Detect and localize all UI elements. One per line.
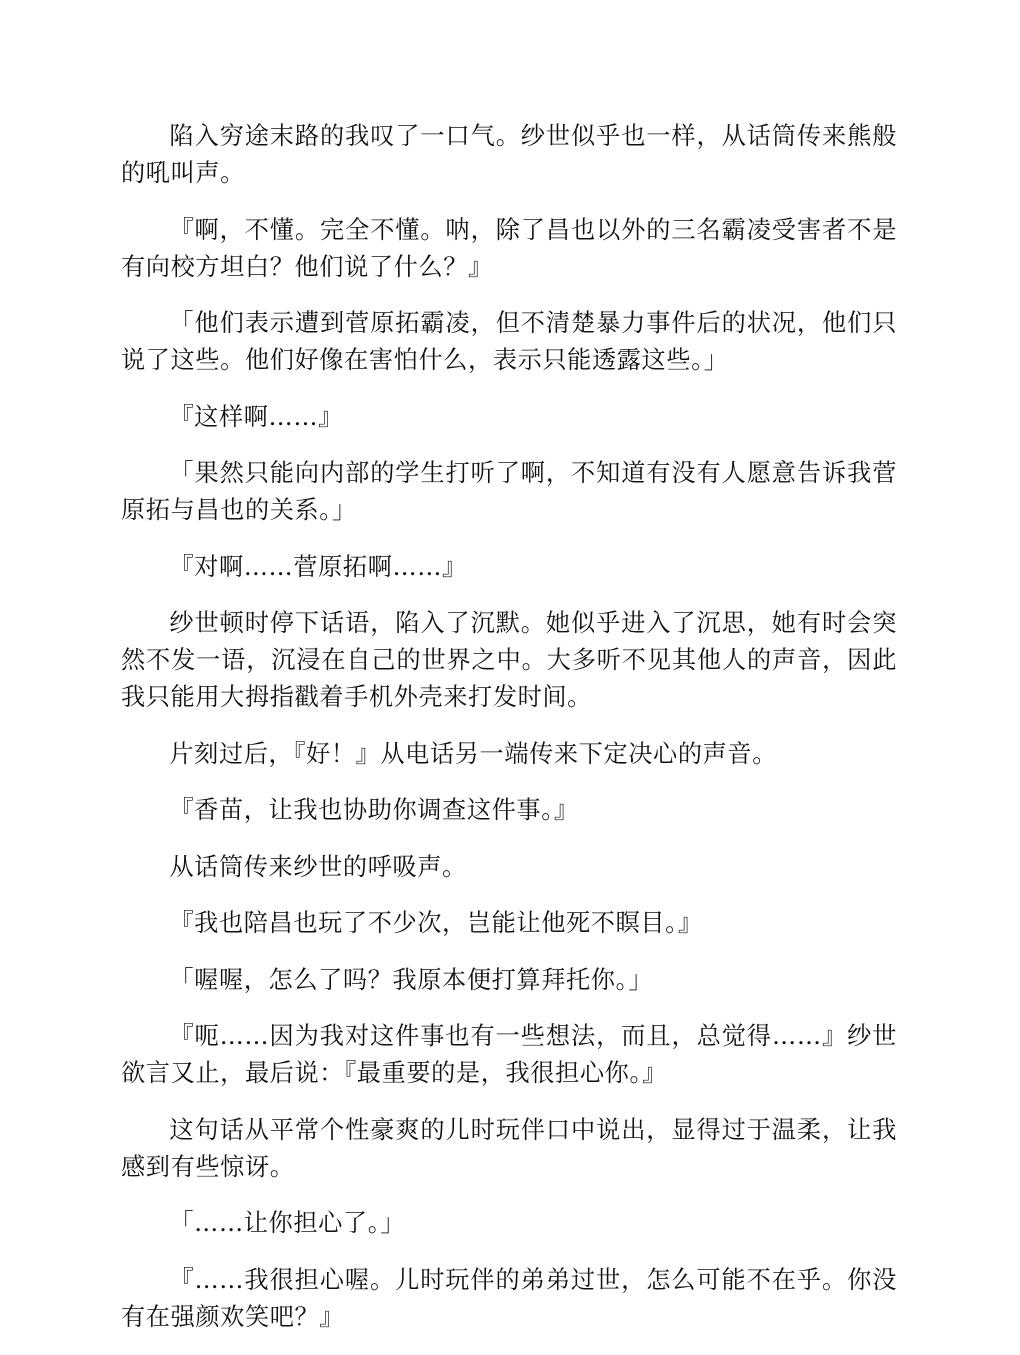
paragraph: 『香苗，让我也协助你调查这件事。』: [169, 796, 579, 824]
paragraph: 『呃……因为我对这件事也有一些想法，而且，总觉得……』纱世欲言又止，最后说：『最重要的是，我很担心你。』: [121, 1022, 897, 1087]
paragraph: 纱世顿时停下话语，陷入了沉默。她似乎进入了沉思，她有时会突然不发一语，沉浸在自己的世界之中。大多听不见其他人的声音，因此我只能用大拇指戳着手机外壳来打发时间。: [121, 609, 897, 711]
paragraph: 『啊，不懂。完全不懂。呐，除了昌也以外的三名霸凌受害者不是有向校方坦白？他们说了什么？』: [121, 215, 897, 281]
paragraph: 片刻过后，『好！』从电话另一端传来下定决心的声音。: [169, 739, 777, 768]
paragraph: 从话筒传来纱世的呼吸声。: [169, 852, 467, 881]
paragraph: 『对啊……菅原拓啊……』: [169, 552, 467, 581]
paragraph: 『这样啊……』: [169, 402, 343, 431]
paragraph: 「喔喔，怎么了吗？我原本便打算拜托你。」: [169, 965, 654, 994]
paragraph: 「果然只能向内部的学生打听了啊，不知道有没有人愿意告诉我菅原拓与昌也的关系。」: [121, 459, 897, 524]
paragraph: 「他们表示遭到菅原拓霸凌，但不清楚暴力事件后的状况，他们只说了这些。他们好像在害怕什么，表示只能透露这些。」: [121, 309, 897, 374]
paragraph: 『我也陪昌也玩了不少次，岂能让他死不瞑目。』: [169, 909, 703, 937]
body-text: [121, 118, 897, 1355]
paragraph: 这句话从平常个性豪爽的儿时玩伴口中说出，显得过于温柔，让我感到有些惊讶。: [121, 1115, 897, 1181]
paragraph: 『……我很担心喔。儿时玩伴的弟弟过世，怎么可能不在乎。你没有在强颜欢笑吧？』: [121, 1265, 897, 1331]
paragraph: 「……让你担心了。」: [169, 1209, 406, 1237]
paragraph: 陷入穷途末路的我叹了一口气。纱世似乎也一样，从话筒传来熊般的吼叫声。: [121, 122, 897, 187]
